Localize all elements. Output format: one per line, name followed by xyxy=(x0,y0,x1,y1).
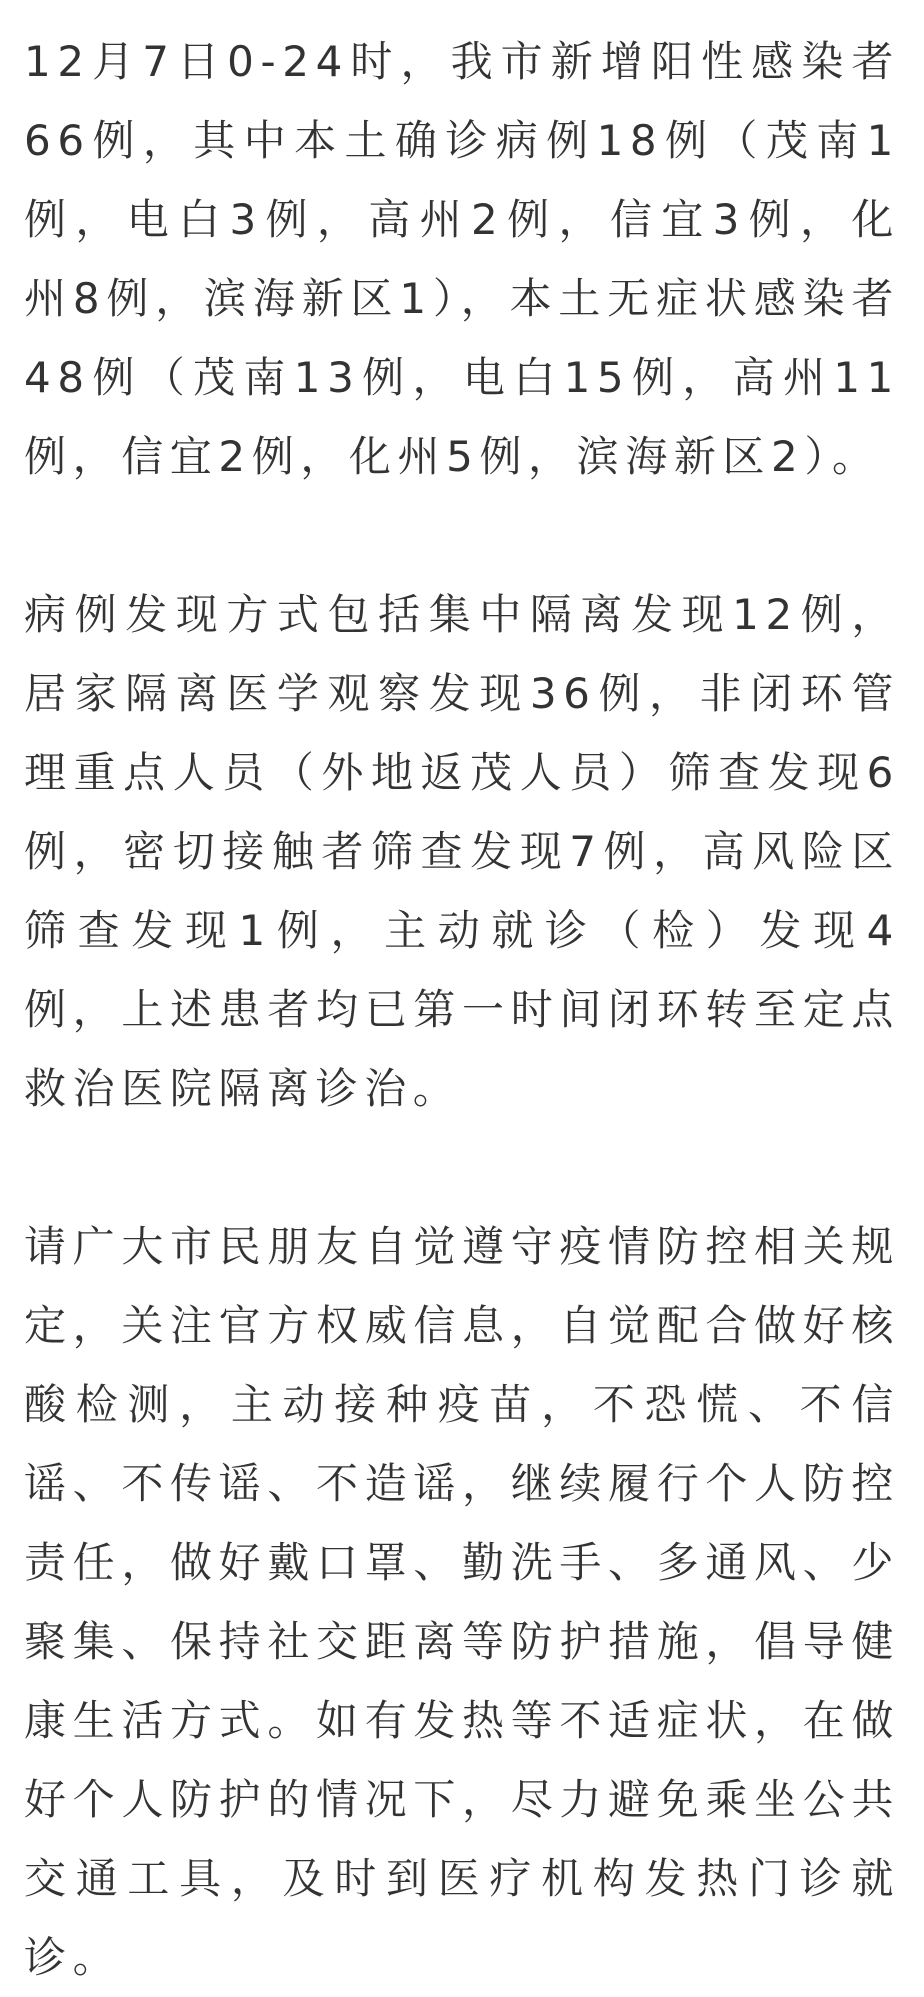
case-report-paragraph: 12月7日0-24时，我市新增阳性感染者66例，其中本土确诊病例18例（茂南1例，电白3例，高州2例，信宜3例，化州8例，滨海新区1），本土无症状感染者48例（茂南13例，电白15例，高州11例，信宜2例，化州5例，滨海新区2）。 xyxy=(24,37,900,481)
public-advice-paragraph: 请广大市民朋友自觉遵守疫情防控相关规定，关注官方权威信息，自觉配合做好核酸检测，主动接种疫苗，不恐慌、不信谣、不传谣、不造谣，继续履行个人防控责任，做好戴口罩、勤洗手、多通风、少聚集、保持社交距离等防护措施，倡导健康生活方式。如有发热等不适症状，在做好个人防护的情况下，尽力避免乘坐公共交通工具，及时到医疗机构发热门诊就诊。 xyxy=(24,1222,900,1982)
detection-method-paragraph: 病例发现方式包括集中隔离发现12例，居家隔离医学观察发现36例，非闭环管理重点人员（外地返茂人员）筛查发现6例，密切接触者筛查发现7例，高风险区筛查发现1例，主动就诊（检）发现4例，上述患者均已第一时间闭环转至定点救治医院隔离诊治。 xyxy=(24,590,900,1113)
